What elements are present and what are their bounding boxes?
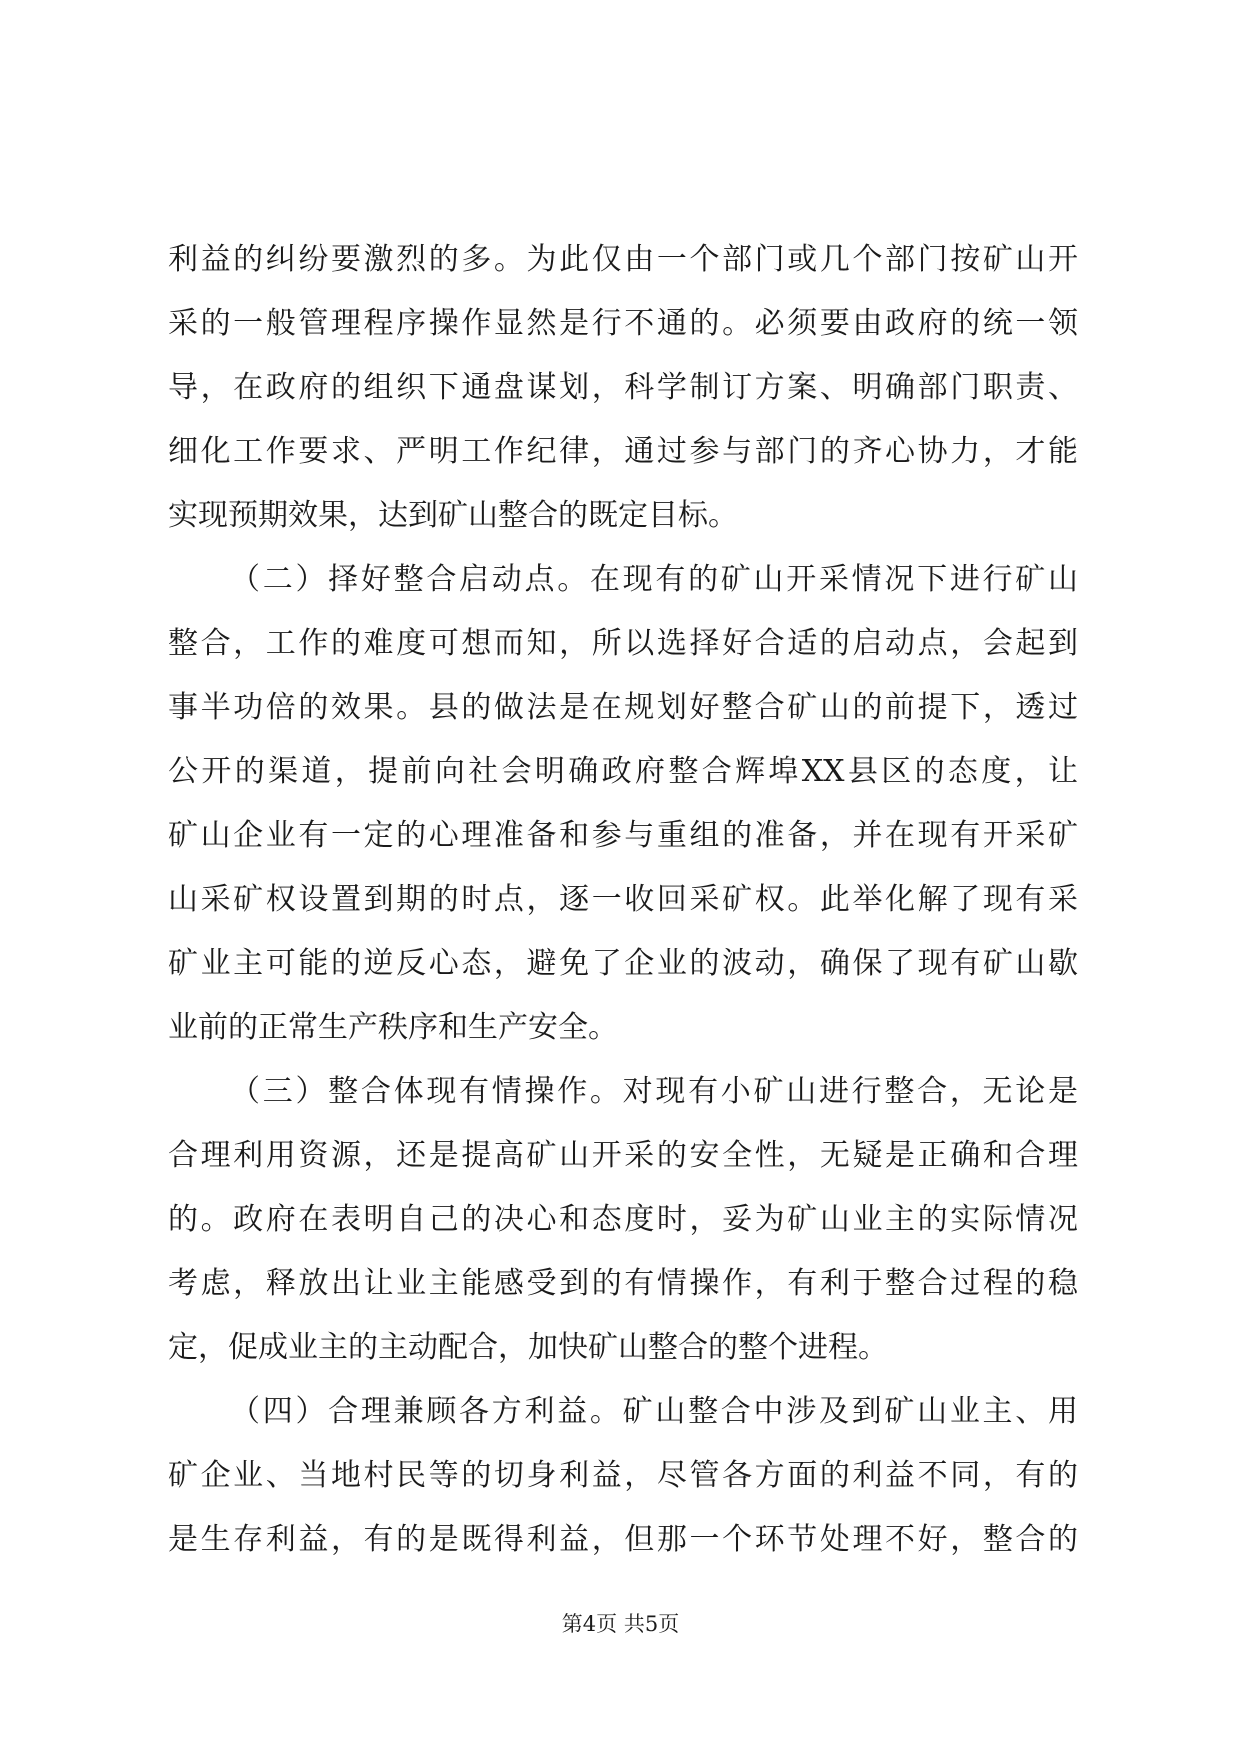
text-line: 细化工作要求、严明工作纪律，通过参与部门的齐心协力，才能 xyxy=(168,434,1078,469)
body-text xyxy=(168,228,1078,1572)
text-line: 实现预期效果，达到矿山整合的既定目标。 xyxy=(168,498,738,533)
text-line: 定，促成业主的主动配合，加快矿山整合的整个进程。 xyxy=(168,1330,888,1365)
text-line: 整合，工作的难度可想而知，所以选择好合适的启动点，会起到 xyxy=(168,626,1078,661)
text-line: 事半功倍的效果。县的做法是在规划好整合矿山的前提下，透过 xyxy=(168,690,1078,725)
text-line: 采的一般管理程序操作显然是行不通的。必须要由政府的统一领 xyxy=(168,306,1078,341)
text-line: 矿业主可能的逆反心态，避免了企业的波动，确保了现有矿山歇 xyxy=(168,946,1078,981)
text-line: 利益的纠纷要激烈的多。为此仅由一个部门或几个部门按矿山开 xyxy=(168,242,1078,277)
text-line: 矿企业、当地村民等的切身利益，尽管各方面的利益不同，有的 xyxy=(168,1458,1078,1493)
text-line: 山采矿权设置到期的时点，逐一收回采矿权。此举化解了现有采 xyxy=(168,882,1078,917)
paragraph-heading-line: （四）合理兼顾各方利益。矿山整合中涉及到矿山业主、用 xyxy=(230,1394,1078,1429)
text-line: 矿山企业有一定的心理准备和参与重组的准备，并在现有开采矿 xyxy=(168,818,1078,853)
text-line: 业前的正常生产秩序和生产安全。 xyxy=(168,1010,618,1045)
text-line: 考虑，释放出让业主能感受到的有情操作，有利于整合过程的稳 xyxy=(168,1266,1078,1301)
text-line: 是生存利益，有的是既得利益，但那一个环节处理不好，整合的 xyxy=(168,1522,1078,1557)
text-line: 合理利用资源，还是提高矿山开采的安全性，无疑是正确和合理 xyxy=(168,1138,1078,1173)
text-line: 公开的渠道，提前向社会明确政府整合辉埠XX县区的态度，让 xyxy=(168,754,1078,789)
text-line: 的。政府在表明自己的决心和态度时，妥为矿山业主的实际情况 xyxy=(168,1202,1078,1237)
paragraph-heading-line: （三）整合体现有情操作。对现有小矿山进行整合，无论是 xyxy=(230,1074,1078,1109)
paragraph-heading-line: （二）择好整合启动点。在现有的矿山开采情况下进行矿山 xyxy=(230,562,1078,597)
page-number-footer: 第4页 共5页 xyxy=(561,1612,680,1636)
text-line: 导，在政府的组织下通盘谋划，科学制订方案、明确部门职责、 xyxy=(168,370,1078,405)
